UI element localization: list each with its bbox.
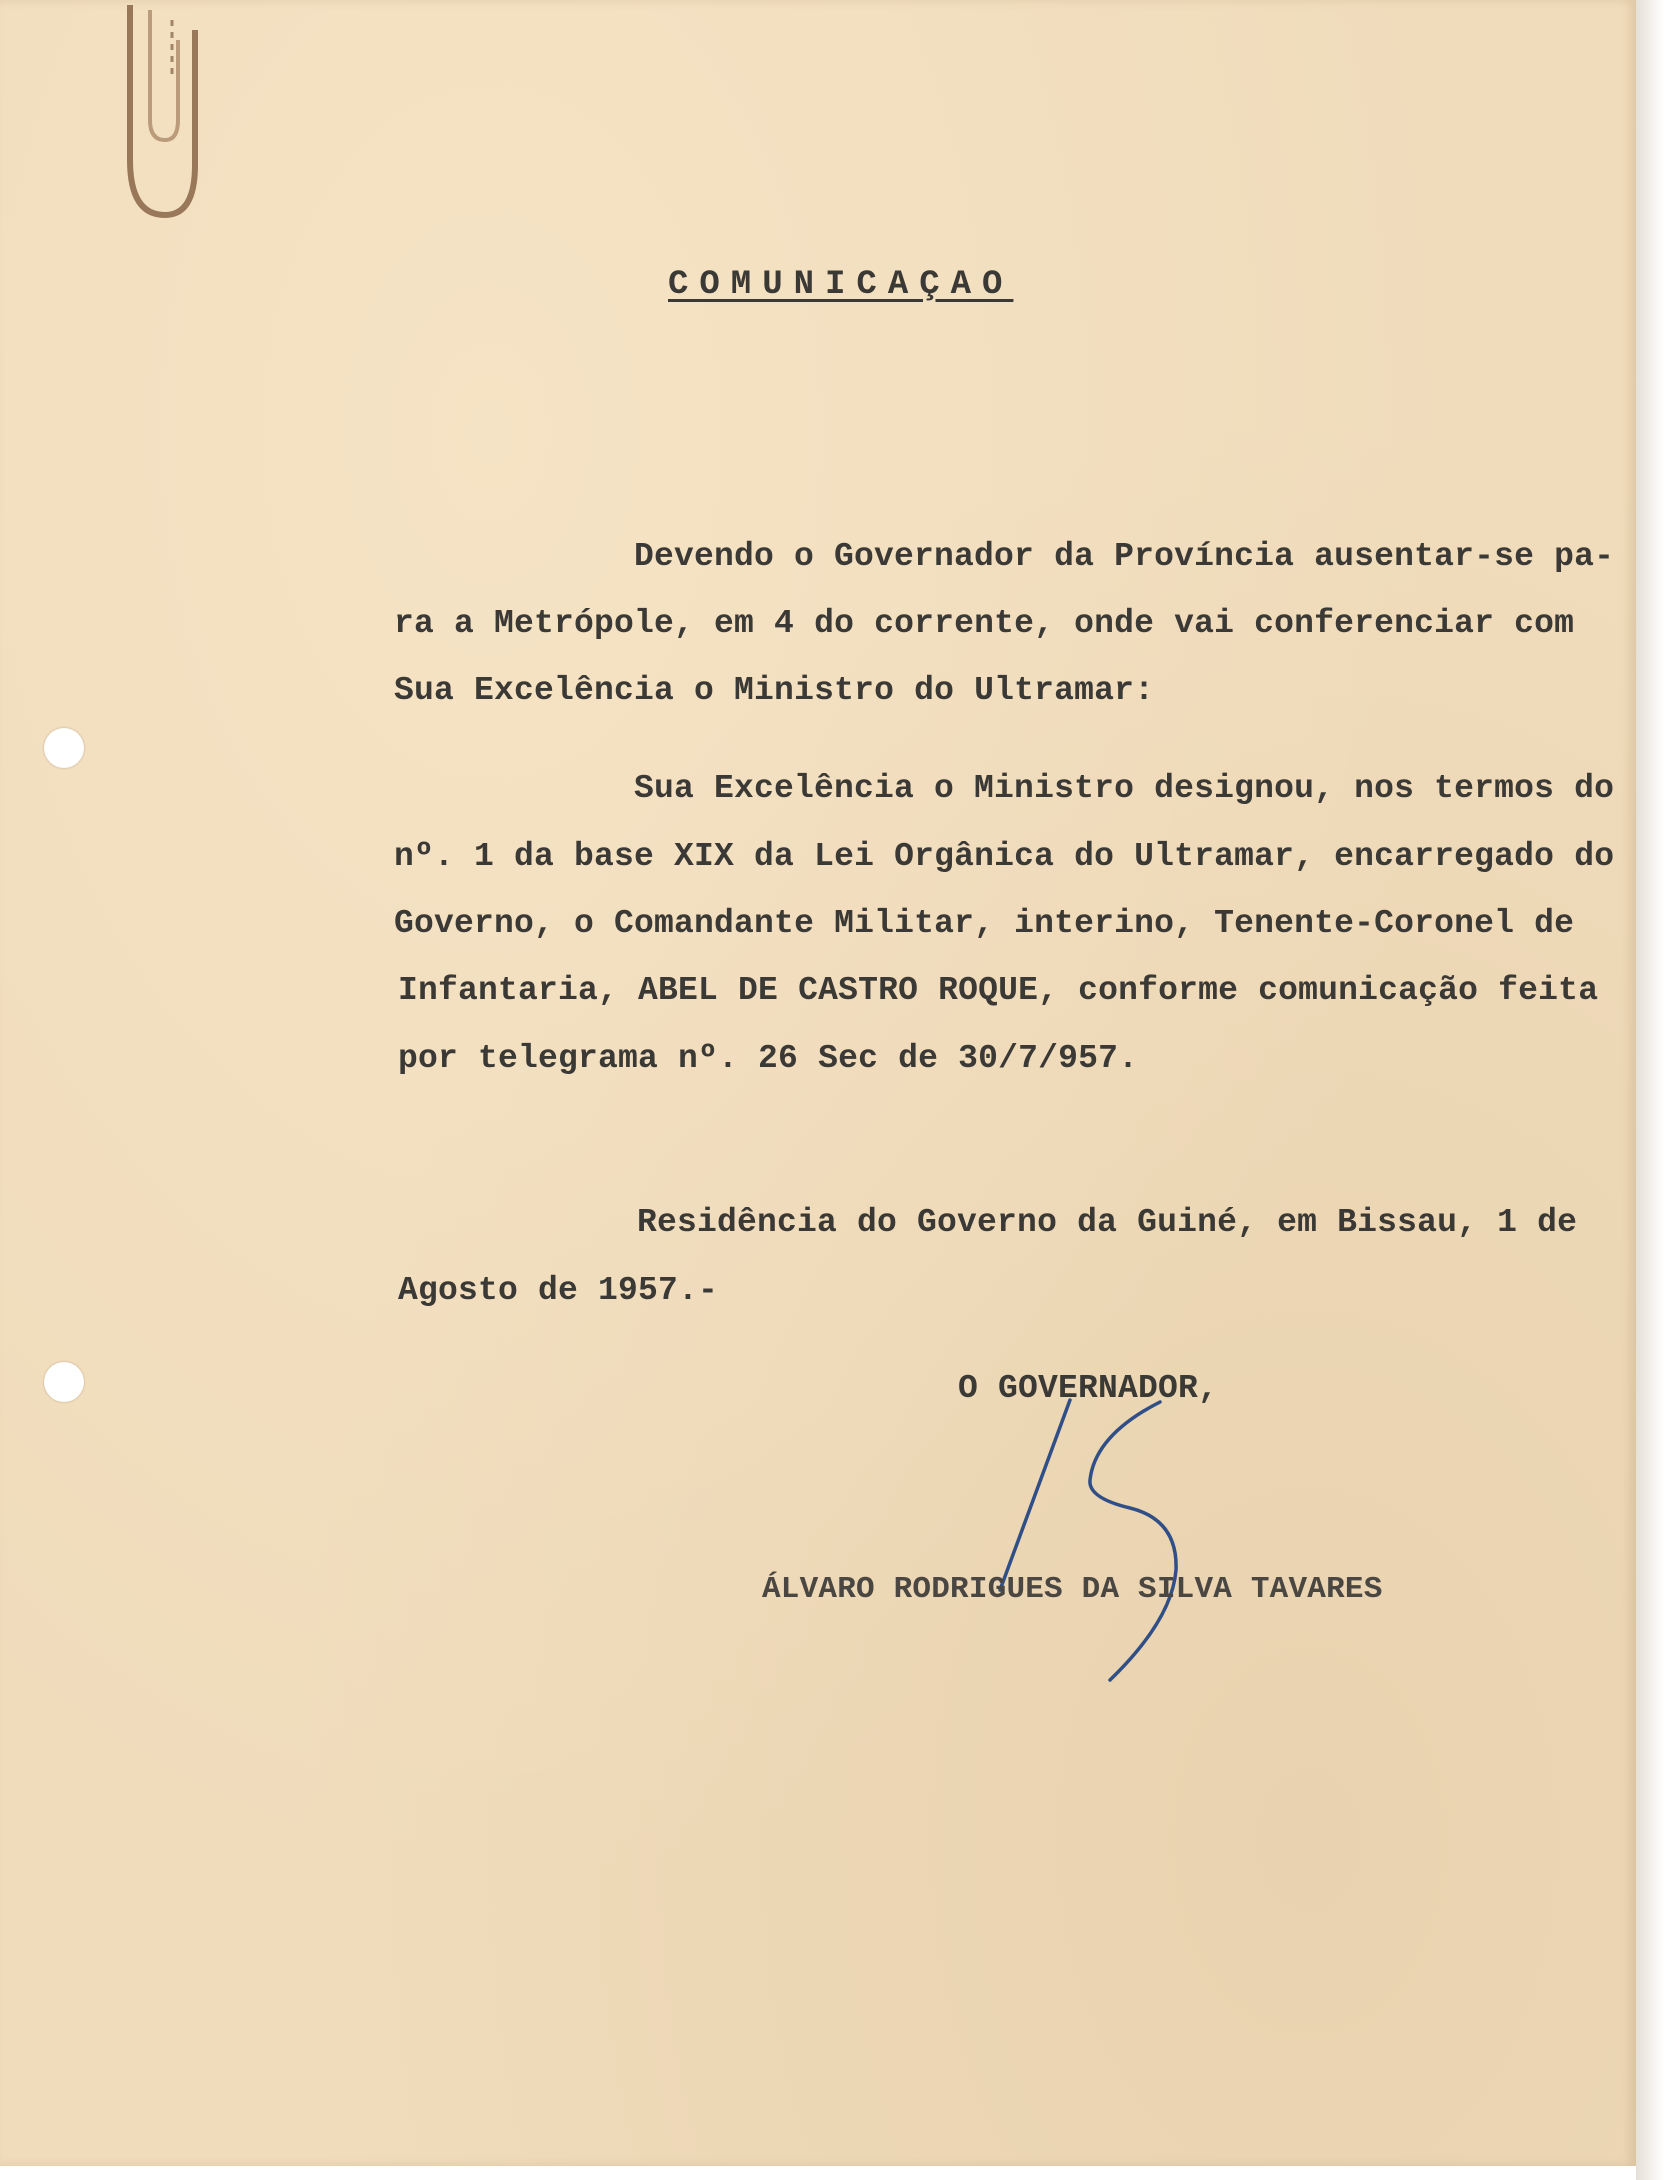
paragraph1-line2: ra a Metrópole, em 4 do corrente, onde vai conferenciar com [394,605,1575,642]
paragraph2-line4: Infantaria, ABEL DE CASTRO ROQUE, conforme comunicação feita [398,972,1599,1009]
document-title: COMUNICAÇAO [668,266,1014,304]
paragraph2-line5: por telegrama nº. 26 Sec de 30/7/957. [398,1040,1139,1077]
paragraph1-line3: Sua Excelência o Ministro do Ultramar: [394,672,1155,709]
handwritten-signature [990,1380,1220,1700]
signatory-name: ÁLVARO RODRIGUES DA SILVA TAVARES [762,1572,1383,1607]
paragraph3-line2: Agosto de 1957.- [398,1272,719,1309]
paragraph2-line2: nº. 1 da base XIX da Lei Orgânica do Ultramar, encarregado do [394,838,1615,875]
punch-hole-bottom [44,1362,84,1402]
paragraph1-line1: Devendo o Governador da Província ausentar-se pa- [634,538,1615,575]
paragraph3-line1: Residência do Governo da Guiné, em Bissau, 1 de [637,1204,1578,1241]
paragraph2-line3: Governo, o Comandante Militar, interino, Tenente-Coronel de [394,905,1575,942]
punch-hole-top [44,728,84,768]
signature-title: O GOVERNADOR, [958,1370,1219,1407]
paragraph2-line1: Sua Excelência o Ministro designou, nos termos do [634,770,1615,807]
paper-clip-mark [110,0,220,230]
scan-background-edge [1636,0,1664,2180]
